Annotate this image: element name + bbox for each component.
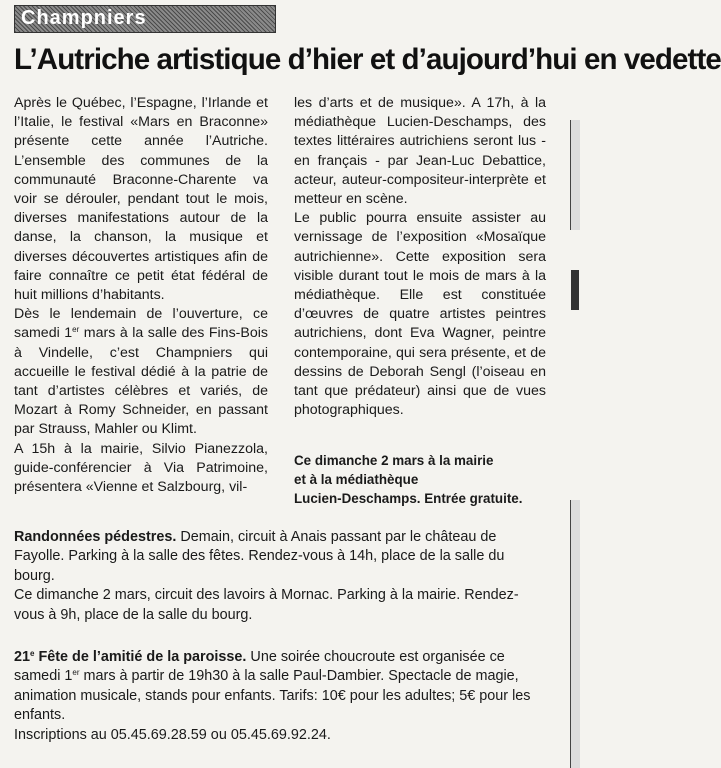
- event-info-line: Lucien-Deschamps. Entrée gratuite.: [294, 491, 523, 506]
- adjacent-article-edge: [570, 120, 580, 230]
- brief-lead: Randonnées pédestres.: [14, 529, 177, 545]
- event-info-box: [294, 451, 544, 508]
- section-rubric: [14, 5, 276, 33]
- article-column-right: [294, 94, 546, 420]
- article-paragraph: les d’arts et de musique». A 17h, à la médiathèque Lucien-Deschamps, des textes littéraires autrichiens seront lus - en français - par Jean-Luc Debattice, acteur, auteur-compositeur-interprète et metteur en scène.: [294, 95, 546, 208]
- rubric-label: Champniers: [21, 7, 147, 29]
- event-info-line: Ce dimanche 2 mars à la mairie: [294, 453, 494, 468]
- article-column-left: [14, 94, 268, 497]
- brief-lead: 21e Fête de l’amitié de la paroisse.: [14, 649, 247, 665]
- article-paragraph: Dès le lendemain de l’ouverture, ce samedi 1er mars à la salle des Fins-Bois à Vindelle, c’est Champniers qui accueille le festival dédié à la patrie de tant d’artistes célèbres et variés, de Mozart à Romy Schneider, en passant par Strauss, Mahler ou Klimt.: [14, 306, 268, 438]
- article-paragraph: Le public pourra ensuite assister au vernissage de l’exposition «Mosaïque autrichienne». Cette exposition sera visible durant tout le mois de mars à la médiathèque. Elle est constituée d’œuvres de quatre artistes peintres autrichiens, dont Eva Wagner, peintre contemporaine, qui sera présente, et de dessins de Deborah Sengl (l’oiseau en tant que prédateur) ainsi que de vues photographiques.: [294, 210, 546, 419]
- brief-randonnees: Randonnées pédestres. Demain, circuit à Anais passant par le château de Fayolle. Parking à la salle des fêtes. Rendez-vous à 14h, place de la salle du bourg. Ce dimanche 2 mars, circuit des lavoirs à Mornac. Parking à la mairie. Rendez-vous à 9h, place de la salle du bourg.: [14, 529, 519, 623]
- adjacent-article-edge: [570, 500, 580, 768]
- event-info-line: et à la médiathèque: [294, 472, 419, 487]
- brief-fete: 21e Fête de l’amitié de la paroisse. Une soirée choucroute est organisée ce samedi 1er mars à partir de 19h30 à la salle Paul-Dambier. Spectacle de magie, animation musicale, stands pour enfants. Tarifs: 10€ pour les adultes; 5€ pour les enfants. Inscriptions au 05.45.69.28.59 ou 05.45.69.92.24.: [14, 649, 531, 743]
- article-paragraph: A 15h à la mairie, Silvio Pianezzola, guide-conférencier à Via Patrimoine, présentera «Vienne et Salzbourg, vil-: [14, 440, 268, 496]
- adjacent-article-edge: [571, 270, 579, 310]
- article-headline: L’Autriche artistique d’hier et d’aujourd’hui en vedette: [14, 43, 721, 76]
- article-paragraph: Après le Québec, l’Espagne, l’Irlande et l’Italie, le festival «Mars en Braconne» présente cette année l’Autriche. L’ensemble des communes de la communauté Braconne-Charente va voir se dérouler, pendant tout le mois, diverses manifestations autour de la danse, la chanson, la musique et diverses découvertes artistiques afin de faire connaître ce petit état fédéral de huit millions d’habitants.: [14, 95, 268, 304]
